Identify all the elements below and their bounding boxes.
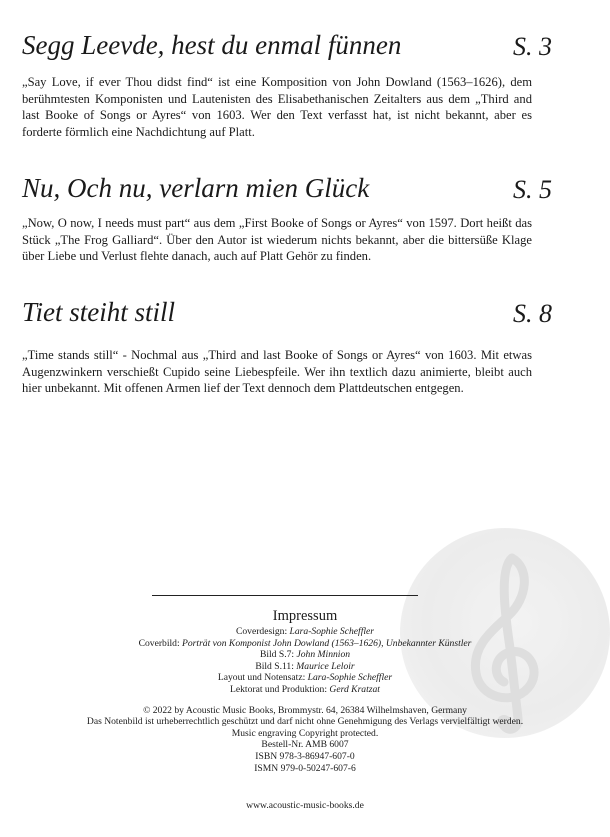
section-description: „Time stands still“ - Nochmal aus „Third and last Booke of Songs or Ayres“ von 1603. Mit etwas Augenzwinkern verschießt Cupido seine Liebespfeile. Wer ihn textlich dazu animierte, bleibt auch hier unbekannt. Mit offenen Armen lief der Text dennoch dem Plattdeutschen entgegen. bbox=[22, 348, 532, 396]
credit-line: Lektorat und Produktion: Gerd Kratzat bbox=[230, 683, 380, 695]
credit-line: Coverdesign: Lara-Sophie Scheffler bbox=[235, 626, 375, 637]
section-title: Segg Leevde, hest du enmal fünnen bbox=[22, 30, 402, 60]
ismn: ISMN 979-0-50247-607-6 bbox=[254, 762, 356, 774]
page-reference: S. 5 bbox=[513, 175, 552, 204]
isbn: ISBN 978-3-86947-607-0 bbox=[255, 750, 355, 762]
credit-line: Layout und Notensatz: Lara-Sophie Scheffler bbox=[217, 672, 393, 684]
page-reference: S. 8 bbox=[513, 299, 552, 328]
publisher-website-link[interactable]: www.acoustic-music-books.de bbox=[246, 800, 364, 811]
section-segg-leevde bbox=[22, 30, 552, 160]
section-nu-och-nu bbox=[22, 173, 552, 293]
credit-line: Bild S.11: Maurice Leloir bbox=[255, 660, 355, 672]
section-description: „Now, O now, I needs must part“ aus dem „First Booke of Songs or Ayres“ von 1597. Dort heißt das Stück „The Frog Galliard“. Über den Autor ist wiederum nichts bekannt, aber die bittersüße Klage über Liebe und Verlust flehte danach, auch auf Platt Gehör zu finden. bbox=[22, 216, 532, 264]
credit-line: Bild S.7: John Minnion bbox=[259, 649, 351, 661]
order-number: Bestell-Nr. AMB 6007 bbox=[261, 739, 349, 751]
section-tiet-steiht-still bbox=[22, 297, 552, 417]
section-title: Tiet steiht still bbox=[22, 297, 176, 327]
page-reference: S. 3 bbox=[513, 32, 552, 61]
credit-line: Coverbild: Porträt von Komponist John Dowland (1563–1626), Unbekannter Künstler bbox=[138, 637, 472, 649]
legal-line: Music engraving Copyright protected. bbox=[231, 727, 379, 739]
impressum-divider bbox=[152, 595, 418, 596]
impressum-title: Impressum bbox=[272, 608, 338, 624]
copyright-line: © 2022 by Acoustic Music Books, Brommystr. 64, 26384 Wilhelmshaven, Germany bbox=[143, 704, 467, 716]
section-title: Nu, Och nu, verlarn mien Glück bbox=[22, 173, 370, 203]
section-description: „Say Love, if ever Thou didst find“ ist eine Komposition von John Dowland (1563–1626), dem berühmtesten Komponisten und Lautenisten des Elisabethanischen Zeitalters aus dem „Third and last Booke of Songs or Ayres“ von 1603. Wer den Text verfasst hat, ist nicht bekannt, aber es forderte förmlich eine Nachdichtung auf Platt. bbox=[22, 75, 532, 139]
legal-line: Das Notenbild ist urheberrechtlich geschützt und darf nicht ohne Genehmigung des Verlags vervielfältigt werden. bbox=[86, 716, 524, 728]
impressum bbox=[0, 608, 610, 774]
legal-block bbox=[0, 705, 610, 775]
